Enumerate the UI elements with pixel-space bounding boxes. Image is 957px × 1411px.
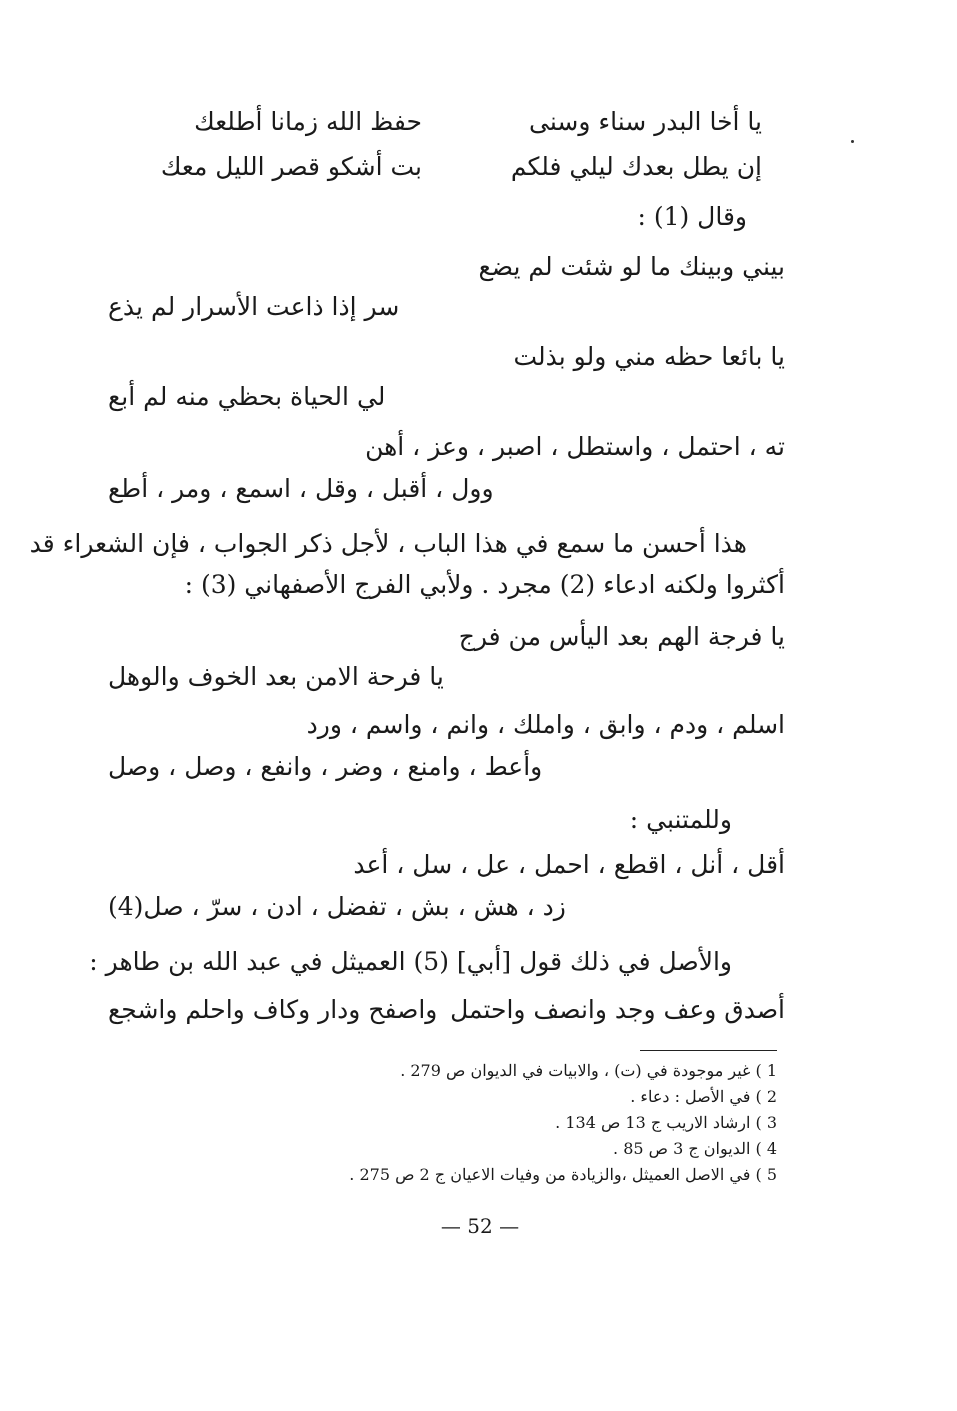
verse-line: لي الحياة بحظي منه لم أبع [108,382,386,411]
verse-line: سر إذا ذاعت الأسرار لم يذع [108,292,400,321]
verse-line: بت أشكو قصر الليل معك [160,152,422,181]
prose-line: هذا أحسن ما سمع في هذا الباب ، لأجل ذكر الجواب ، فإن الشعراء قد [29,529,747,558]
verse-line: يا أخا البدر سناء وسنى [529,107,762,136]
verse-line: اسلم ، ودم ، وابق ، واملك ، وانم ، واسم ، ورد [306,710,785,739]
page-number: — 52 — [440,1214,520,1238]
verse-line: يا فرحة الامن بعد الخوف والوهل [108,662,444,691]
speck [851,140,854,143]
verse-line: وأعط ، وامنع ، وضر ، وانفع ، وصل ، وصل [108,752,543,781]
verse-line: بيني وبينك ما لو شئت لم يضع [478,252,785,281]
footnote: 3 ) ارشاد الاريب ج 13 ص 134 . [555,1113,777,1132]
verse-line: يا بائعا حظه مني ولو بذلت [513,342,785,371]
verse-line: زد ، هش ، بش ، تفضل ، ادن ، سرّ ، صل(4) [108,892,566,921]
text-line: وللمتنبي : [629,805,732,834]
prose-line: والأصل في ذلك قول [أبي] (5) العميثل في عبد الله بن طاهر : [89,947,732,976]
verse-line: وول ، أقبل ، وقل ، اسمع ، ومر ، أطع [108,474,494,503]
verse-line: يا فرجة الهم بعد اليأس من فرج [458,622,785,651]
verse-line: حفظ الله زمانا أطلعك [194,107,422,136]
footnote: 2 ) في الأصل : دعاء . [630,1087,777,1106]
footnote: 4 ) الديوان ج 3 ص 85 . [613,1139,777,1158]
footnote-divider [640,1050,777,1051]
footnote: 5 ) في الاصل العميثل ،والزيادة من وفيات الاعيان ج 2 ص 275 . [349,1165,777,1184]
verse-line: أصدق وعف وجد وانصف واحتمل [450,995,785,1024]
verse-line: إن يطل بعدك ليلي فلكم [510,152,762,181]
verse-line: ته ، احتمل ، واستطل ، اصبر ، وعز ، أهن [365,432,785,461]
text-line: وقال (1) : [637,202,747,231]
verse-line: أقل ، أنل ، اقطع ، احمل ، عل ، سل ، أعد [353,850,785,879]
footnote: 1 ) غير موجودة في (ت) ، والابيات في الديوان ص 279 . [400,1061,777,1080]
verse-line: واصفح ودار وكاف واحلم واشجع [108,995,438,1024]
prose-line: أكثروا ولكنه ادعاء (2) مجرد . ولأبي الفرج الأصفهاني (3) : [184,570,785,599]
